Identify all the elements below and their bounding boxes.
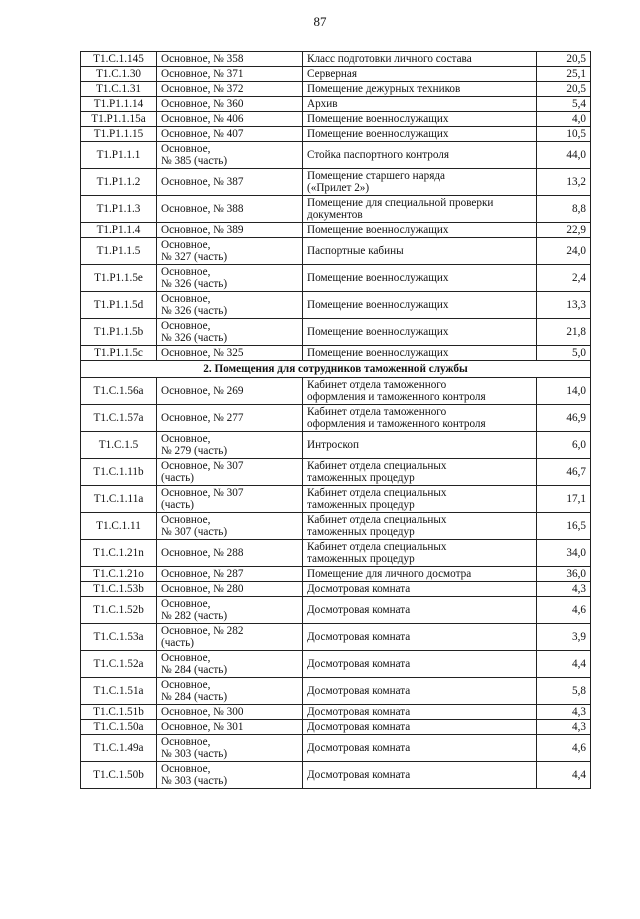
room-description: Паспортные кабины xyxy=(303,238,537,265)
table-row xyxy=(81,567,591,582)
room-location: Основное, № 279 (часть) xyxy=(157,432,303,459)
room-description: Архив xyxy=(303,97,537,112)
table-row xyxy=(81,52,591,67)
table-row xyxy=(81,223,591,238)
room-location: Основное, № 303 (часть) xyxy=(157,735,303,762)
room-area: 4,6 xyxy=(537,735,591,762)
room-code: T1.C.1.52b xyxy=(81,597,157,624)
room-code: T1.C.1.5 xyxy=(81,432,157,459)
room-location: Основное, № 307 (часть) xyxy=(157,486,303,513)
table-row xyxy=(81,582,591,597)
room-area: 8,8 xyxy=(537,196,591,223)
room-code: T1.P1.1.15a xyxy=(81,112,157,127)
room-code: T1.C.1.50b xyxy=(81,762,157,789)
room-description: Кабинет отдела специальных таможенных процедур xyxy=(303,540,537,567)
room-location: Основное, № 300 xyxy=(157,705,303,720)
room-description: Помещение старшего наряда («Прилет 2») xyxy=(303,169,537,196)
table-row xyxy=(81,67,591,82)
room-location: Основное, № 389 xyxy=(157,223,303,238)
room-area: 6,0 xyxy=(537,432,591,459)
room-code: T1.C.1.50a xyxy=(81,720,157,735)
room-code: T1.C.1.53b xyxy=(81,582,157,597)
room-area: 20,5 xyxy=(537,52,591,67)
room-location: Основное, № 371 xyxy=(157,67,303,82)
room-area: 4,4 xyxy=(537,651,591,678)
room-code: T1.P1.1.5 xyxy=(81,238,157,265)
room-code: T1.C.1.51a xyxy=(81,678,157,705)
room-code: T1.C.1.11 xyxy=(81,513,157,540)
room-area: 4,3 xyxy=(537,582,591,597)
room-description: Досмотровая комната xyxy=(303,705,537,720)
room-location: Основное, № 388 xyxy=(157,196,303,223)
room-description: Интроскоп xyxy=(303,432,537,459)
room-location: Основное, № 307 (часть) xyxy=(157,513,303,540)
table-row xyxy=(81,127,591,142)
table-row xyxy=(81,459,591,486)
room-code: T1.C.1.53a xyxy=(81,624,157,651)
table-row xyxy=(81,238,591,265)
room-area: 4,3 xyxy=(537,705,591,720)
room-area: 5,4 xyxy=(537,97,591,112)
room-area: 4,3 xyxy=(537,720,591,735)
room-code: T1.P1.1.5e xyxy=(81,265,157,292)
room-description: Помещение для личного досмотра xyxy=(303,567,537,582)
room-description: Помещение военнослужащих xyxy=(303,223,537,238)
table-row xyxy=(81,112,591,127)
room-area: 4,4 xyxy=(537,762,591,789)
room-code: T1.C.1.11b xyxy=(81,459,157,486)
table-row xyxy=(81,432,591,459)
table-row xyxy=(81,319,591,346)
room-description: Досмотровая комната xyxy=(303,762,537,789)
room-description: Кабинет отдела таможенного оформления и таможенного контроля xyxy=(303,405,537,432)
table-row xyxy=(81,346,591,361)
room-description: Досмотровая комната xyxy=(303,720,537,735)
room-code: T1.P1.1.5d xyxy=(81,292,157,319)
room-location: Основное, № 287 xyxy=(157,567,303,582)
room-description: Досмотровая комната xyxy=(303,597,537,624)
room-description: Помещение для специальной проверки документов xyxy=(303,196,537,223)
room-area: 44,0 xyxy=(537,142,591,169)
table-row xyxy=(81,142,591,169)
room-area: 3,9 xyxy=(537,624,591,651)
room-code: T1.C.1.21n xyxy=(81,540,157,567)
room-description: Кабинет отдела таможенного оформления и таможенного контроля xyxy=(303,378,537,405)
room-description: Серверная xyxy=(303,67,537,82)
room-area: 4,0 xyxy=(537,112,591,127)
room-area: 13,3 xyxy=(537,292,591,319)
room-location: Основное, № 280 xyxy=(157,582,303,597)
room-area: 22,9 xyxy=(537,223,591,238)
room-area: 10,5 xyxy=(537,127,591,142)
room-location: Основное, № 282 (часть) xyxy=(157,597,303,624)
room-description: Кабинет отдела специальных таможенных процедур xyxy=(303,513,537,540)
table-row xyxy=(81,624,591,651)
room-code: T1.C.1.51b xyxy=(81,705,157,720)
room-location: Основное, № 307 (часть) xyxy=(157,459,303,486)
page-number: 87 xyxy=(313,14,327,29)
room-location: Основное, № 269 xyxy=(157,378,303,405)
room-location: Основное, № 284 (часть) xyxy=(157,678,303,705)
room-description: Досмотровая комната xyxy=(303,582,537,597)
room-description: Помещение военнослужащих xyxy=(303,112,537,127)
table-row xyxy=(81,169,591,196)
table-row xyxy=(81,265,591,292)
room-code: T1.C.1.57a xyxy=(81,405,157,432)
room-code: T1.P1.1.5c xyxy=(81,346,157,361)
room-description: Кабинет отдела специальных таможенных процедур xyxy=(303,486,537,513)
room-code: T1.C.1.52a xyxy=(81,651,157,678)
section-header-row xyxy=(81,361,591,378)
room-code: T1.P1.1.15 xyxy=(81,127,157,142)
room-location: Основное, № 277 xyxy=(157,405,303,432)
table-row xyxy=(81,651,591,678)
table-row xyxy=(81,405,591,432)
room-area: 13,2 xyxy=(537,169,591,196)
table-row xyxy=(81,97,591,112)
rooms-table-part-1 xyxy=(81,52,591,361)
room-code: T1.C.1.145 xyxy=(81,52,157,67)
room-location: Основное, № 325 xyxy=(157,346,303,361)
table-row xyxy=(81,720,591,735)
room-description: Помещение дежурных техников xyxy=(303,82,537,97)
room-code: T1.P1.1.14 xyxy=(81,97,157,112)
table-row xyxy=(81,378,591,405)
room-area: 46,9 xyxy=(537,405,591,432)
table-row xyxy=(81,705,591,720)
table-row xyxy=(81,735,591,762)
room-description: Досмотровая комната xyxy=(303,678,537,705)
rooms-table-part-2 xyxy=(81,378,591,789)
room-area: 25,1 xyxy=(537,67,591,82)
room-location: Основное, № 284 (часть) xyxy=(157,651,303,678)
room-description: Досмотровая комната xyxy=(303,624,537,651)
room-code: T1.C.1.49a xyxy=(81,735,157,762)
room-location: Основное, № 326 (часть) xyxy=(157,319,303,346)
room-area: 14,0 xyxy=(537,378,591,405)
room-location: Основное, № 303 (часть) xyxy=(157,762,303,789)
room-area: 5,0 xyxy=(537,346,591,361)
table-row xyxy=(81,196,591,223)
room-description: Стойка паспортного контроля xyxy=(303,142,537,169)
room-area: 16,5 xyxy=(537,513,591,540)
room-location: Основное, № 326 (часть) xyxy=(157,265,303,292)
room-location: Основное, № 288 xyxy=(157,540,303,567)
room-area: 34,0 xyxy=(537,540,591,567)
room-location: Основное, № 406 xyxy=(157,112,303,127)
room-description: Помещение военнослужащих xyxy=(303,265,537,292)
room-area: 36,0 xyxy=(537,567,591,582)
room-location: Основное, № 385 (часть) xyxy=(157,142,303,169)
room-location: Основное, № 360 xyxy=(157,97,303,112)
room-area: 17,1 xyxy=(537,486,591,513)
room-code: T1.C.1.30 xyxy=(81,67,157,82)
room-area: 24,0 xyxy=(537,238,591,265)
room-location: Основное, № 387 xyxy=(157,169,303,196)
room-area: 4,6 xyxy=(537,597,591,624)
room-description: Класс подготовки личного состава xyxy=(303,52,537,67)
room-code: T1.P1.1.2 xyxy=(81,169,157,196)
room-description: Помещение военнослужащих xyxy=(303,292,537,319)
room-description: Помещение военнослужащих xyxy=(303,346,537,361)
room-code: T1.C.1.11a xyxy=(81,486,157,513)
room-location: Основное, № 326 (часть) xyxy=(157,292,303,319)
section-title: 2. Помещения для сотрудников таможенной службы xyxy=(81,361,591,378)
section-header-group xyxy=(81,361,591,378)
room-area: 46,7 xyxy=(537,459,591,486)
table-row xyxy=(81,292,591,319)
room-area: 21,8 xyxy=(537,319,591,346)
room-code: T1.P1.1.1 xyxy=(81,142,157,169)
room-location: Основное, № 407 xyxy=(157,127,303,142)
room-description: Помещение военнослужащих xyxy=(303,127,537,142)
rooms-table xyxy=(80,51,591,789)
room-area: 5,8 xyxy=(537,678,591,705)
table-row xyxy=(81,82,591,97)
room-area: 20,5 xyxy=(537,82,591,97)
table-row xyxy=(81,540,591,567)
room-code: T1.P1.1.4 xyxy=(81,223,157,238)
table-row xyxy=(81,486,591,513)
room-description: Досмотровая комната xyxy=(303,651,537,678)
room-code: T1.P1.1.3 xyxy=(81,196,157,223)
room-description: Досмотровая комната xyxy=(303,735,537,762)
room-area: 2,4 xyxy=(537,265,591,292)
table-row xyxy=(81,762,591,789)
room-description: Кабинет отдела специальных таможенных процедур xyxy=(303,459,537,486)
room-location: Основное, № 282 (часть) xyxy=(157,624,303,651)
room-location: Основное, № 301 xyxy=(157,720,303,735)
room-location: Основное, № 327 (часть) xyxy=(157,238,303,265)
room-location: Основное, № 372 xyxy=(157,82,303,97)
room-code: T1.C.1.31 xyxy=(81,82,157,97)
room-code: T1.C.1.21o xyxy=(81,567,157,582)
table-row xyxy=(81,597,591,624)
room-code: T1.P1.1.5b xyxy=(81,319,157,346)
room-code: T1.C.1.56a xyxy=(81,378,157,405)
table-row xyxy=(81,678,591,705)
room-description: Помещение военнослужащих xyxy=(303,319,537,346)
room-location: Основное, № 358 xyxy=(157,52,303,67)
table-row xyxy=(81,513,591,540)
